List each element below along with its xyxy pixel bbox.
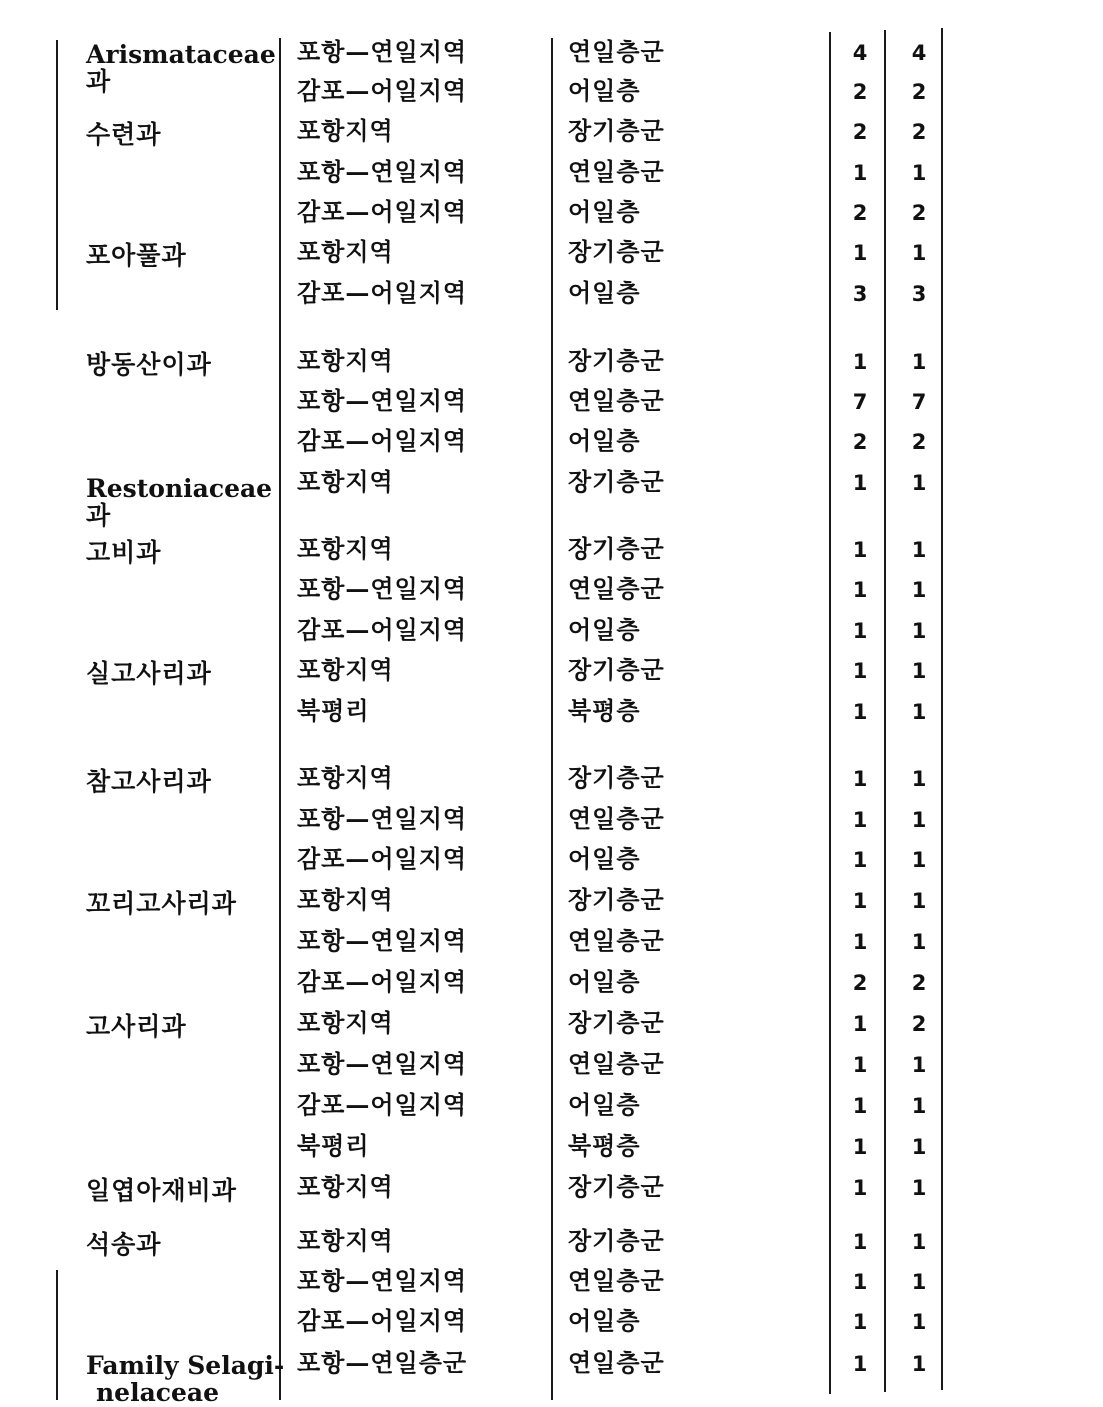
count-cell-2: 1 (911, 241, 927, 265)
count-cell-2: 7 (911, 390, 927, 414)
locality-cell: 포항지역 (297, 116, 394, 145)
count-cell-1: 4 (852, 41, 868, 65)
stratum-cell: 장기층군 (568, 655, 665, 684)
locality-cell: 감포—어일지역 (297, 278, 468, 307)
count-cell-1: 1 (852, 578, 868, 602)
locality-cell: 포항—연일지역 (297, 804, 468, 833)
locality-cell: 감포—어일지역 (297, 76, 468, 105)
family-name: 일엽아재비과 (86, 1176, 237, 1205)
stratum-cell: 장기층군 (568, 1226, 665, 1255)
family-name: 수련과 (86, 120, 162, 149)
count-cell-1: 1 (852, 1012, 868, 1036)
locality-cell: 감포—어일지역 (297, 1306, 468, 1335)
count-cell-2: 1 (911, 1310, 927, 1334)
stratum-cell: 연일층군 (568, 386, 665, 415)
count-cell-2: 3 (911, 282, 927, 306)
locality-cell: 포항지역 (297, 1008, 394, 1037)
count-cell-2: 1 (911, 1270, 927, 1294)
count-cell-2: 1 (911, 578, 927, 602)
count-cell-2: 4 (911, 41, 927, 65)
count-cell-1: 2 (852, 120, 868, 144)
stratum-cell: 북평층 (568, 1131, 641, 1160)
locality-cell: 포항지역 (297, 763, 394, 792)
count-cell-1: 1 (852, 1135, 868, 1159)
count-cell-1: 1 (852, 767, 868, 791)
family-name: Restoniaceae (86, 474, 273, 503)
locality-cell: 포항지역 (297, 655, 394, 684)
stratum-cell: 연일층군 (568, 926, 665, 955)
stratum-cell: 장기층군 (568, 467, 665, 496)
count-cell-2: 1 (911, 350, 927, 374)
family-name: 방동산이과 (86, 350, 212, 379)
column-divider-locality-stratum (551, 38, 553, 1400)
locality-cell: 포항—연일지역 (297, 1266, 468, 1295)
stratum-cell: 북평층 (568, 696, 641, 725)
stratum-cell: 연일층군 (568, 1266, 665, 1295)
locality-cell: 포항지역 (297, 885, 394, 914)
count-cell-2: 1 (911, 659, 927, 683)
count-cell-1: 1 (852, 889, 868, 913)
count-cell-2: 2 (911, 120, 927, 144)
stratum-cell: 장기층군 (568, 885, 665, 914)
family-name: 포아풀과 (86, 241, 187, 270)
count-cell-1: 1 (852, 1176, 868, 1200)
count-cell-1: 1 (852, 471, 868, 495)
count-cell-2: 2 (911, 201, 927, 225)
count-cell-2: 1 (911, 848, 927, 872)
locality-cell: 감포—어일지역 (297, 967, 468, 996)
count-cell-2: 2 (911, 80, 927, 104)
locality-cell: 포항지역 (297, 346, 394, 375)
count-cell-1: 1 (852, 808, 868, 832)
count-cell-1: 1 (852, 1352, 868, 1376)
count-cell-1: 1 (852, 161, 868, 185)
count-cell-2: 1 (911, 1135, 927, 1159)
count-cell-1: 1 (852, 1270, 868, 1294)
stratum-cell: 연일층군 (568, 804, 665, 833)
family-name: Family Selagi- (86, 1351, 285, 1380)
count-cell-1: 7 (852, 390, 868, 414)
stratum-cell: 어일층 (568, 278, 641, 307)
count-cell-2: 1 (911, 471, 927, 495)
family-name: 과 (86, 67, 111, 96)
family-name: 석송과 (86, 1230, 162, 1259)
count-cell-2: 1 (911, 619, 927, 643)
locality-cell: 포항지역 (297, 1226, 394, 1255)
count-cell-2: 2 (911, 1012, 927, 1036)
locality-cell: 포항지역 (297, 467, 394, 496)
column-divider-count-left (829, 32, 831, 1394)
count-cell-2: 1 (911, 161, 927, 185)
locality-cell: 북평리 (297, 696, 370, 725)
stratum-cell: 장기층군 (568, 1172, 665, 1201)
stratum-cell: 어일층 (568, 426, 641, 455)
count-cell-2: 1 (911, 1352, 927, 1376)
count-cell-2: 1 (911, 538, 927, 562)
table-left-border-lower (56, 1270, 58, 1400)
stratum-cell: 장기층군 (568, 534, 665, 563)
locality-cell: 포항—연일지역 (297, 926, 468, 955)
locality-cell: 포항지역 (297, 534, 394, 563)
count-cell-1: 1 (852, 1310, 868, 1334)
locality-cell: 북평리 (297, 1131, 370, 1160)
family-name: 고사리과 (86, 1012, 187, 1041)
count-cell-2: 1 (911, 930, 927, 954)
count-cell-1: 1 (852, 538, 868, 562)
count-cell-2: 1 (911, 700, 927, 724)
family-name: Arismataceae (86, 40, 276, 69)
count-cell-2: 1 (911, 1053, 927, 1077)
count-cell-1: 1 (852, 930, 868, 954)
family-name: 고비과 (86, 538, 162, 567)
count-cell-2: 1 (911, 808, 927, 832)
count-cell-2: 1 (911, 1094, 927, 1118)
family-name: 실고사리과 (86, 659, 212, 688)
count-cell-2: 2 (911, 430, 927, 454)
stratum-cell: 장기층군 (568, 1008, 665, 1037)
count-cell-2: 1 (911, 1176, 927, 1200)
count-cell-1: 1 (852, 1094, 868, 1118)
stratum-cell: 장기층군 (568, 346, 665, 375)
stratum-cell: 어일층 (568, 844, 641, 873)
column-divider-count-middle (884, 30, 886, 1392)
stratum-cell: 어일층 (568, 1306, 641, 1335)
family-name: 참고사리과 (86, 767, 212, 796)
count-cell-1: 1 (852, 241, 868, 265)
stratum-cell: 연일층군 (568, 1049, 665, 1078)
locality-cell: 감포—어일지역 (297, 426, 468, 455)
stratum-cell: 어일층 (568, 76, 641, 105)
count-cell-1: 1 (852, 848, 868, 872)
count-cell-1: 1 (852, 350, 868, 374)
count-cell-2: 1 (911, 889, 927, 913)
locality-cell: 감포—어일지역 (297, 1090, 468, 1119)
count-cell-2: 2 (911, 971, 927, 995)
count-cell-1: 1 (852, 619, 868, 643)
stratum-cell: 장기층군 (568, 763, 665, 792)
family-name: 꼬리고사리과 (86, 889, 237, 918)
count-cell-1: 2 (852, 971, 868, 995)
locality-cell: 포항지역 (297, 1172, 394, 1201)
locality-cell: 포항—연일지역 (297, 1049, 468, 1078)
family-name: 과 (86, 501, 111, 530)
count-cell-1: 1 (852, 700, 868, 724)
count-cell-1: 1 (852, 1053, 868, 1077)
column-divider-family-locality (279, 38, 281, 1400)
count-cell-2: 1 (911, 767, 927, 791)
stratum-cell: 어일층 (568, 967, 641, 996)
stratum-cell: 어일층 (568, 1090, 641, 1119)
count-cell-1: 2 (852, 430, 868, 454)
stratum-cell: 어일층 (568, 615, 641, 644)
locality-cell: 포항—연일지역 (297, 574, 468, 603)
count-cell-1: 1 (852, 1230, 868, 1254)
count-cell-1: 2 (852, 201, 868, 225)
table-left-border (56, 40, 58, 310)
count-cell-1: 3 (852, 282, 868, 306)
stratum-cell: 어일층 (568, 197, 641, 226)
count-cell-1: 1 (852, 659, 868, 683)
stratum-cell: 장기층군 (568, 116, 665, 145)
locality-cell: 포항—연일지역 (297, 37, 468, 66)
stratum-cell: 연일층군 (568, 37, 665, 66)
stratum-cell: 연일층군 (568, 574, 665, 603)
locality-cell: 감포—어일지역 (297, 844, 468, 873)
stratum-cell: 연일층군 (568, 1348, 665, 1377)
locality-cell: 포항—연일층군 (297, 1348, 468, 1377)
locality-cell: 포항—연일지역 (297, 386, 468, 415)
locality-cell: 감포—어일지역 (297, 615, 468, 644)
count-cell-1: 2 (852, 80, 868, 104)
family-name: nelaceae (96, 1378, 220, 1407)
stratum-cell: 연일층군 (568, 157, 665, 186)
count-cell-2: 1 (911, 1230, 927, 1254)
locality-cell: 포항지역 (297, 237, 394, 266)
stratum-cell: 장기층군 (568, 237, 665, 266)
column-divider-count-right (941, 28, 943, 1390)
locality-cell: 감포—어일지역 (297, 197, 468, 226)
locality-cell: 포항—연일지역 (297, 157, 468, 186)
